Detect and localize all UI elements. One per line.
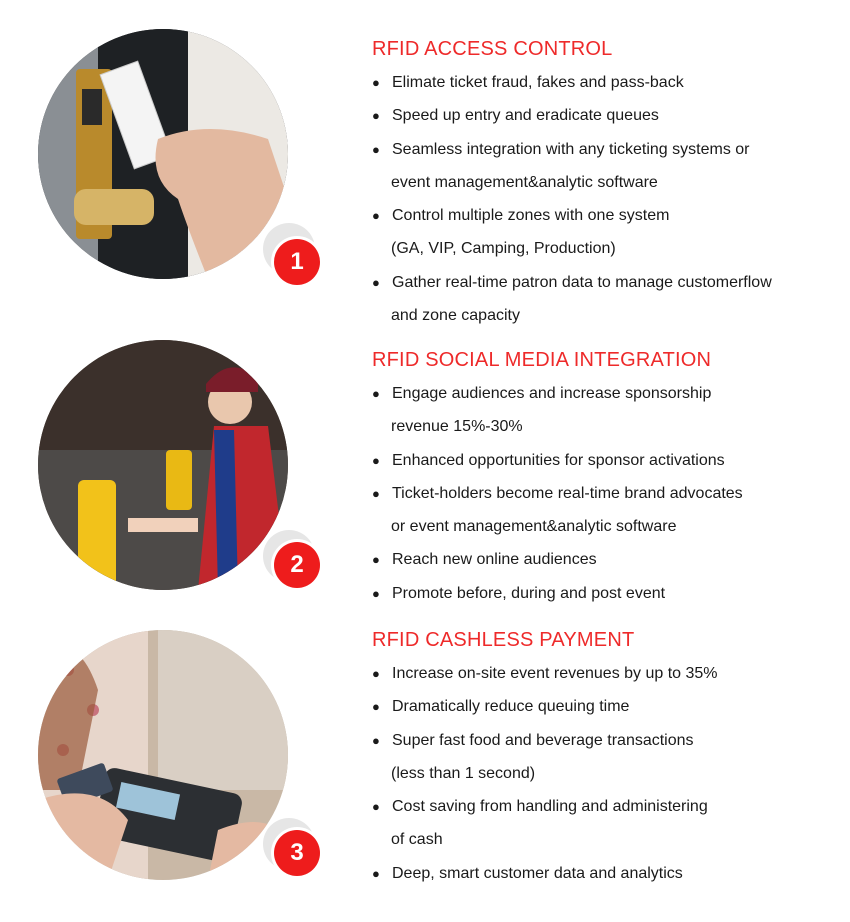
bullet-icon: ● [372,666,380,681]
list-item-line: Gather real-time patron data to manage customerflow [392,273,772,291]
list-item-line: Deep, smart customer data and analytics [392,864,683,882]
list-item-line: Enhanced opportunities for sponsor activations [392,451,725,469]
section-title: RFID CASHLESS PAYMENT [372,629,635,651]
bullet-icon: ● [372,485,380,501]
bullet-icon: ● [372,699,380,715]
list-item [372,66,772,99]
list-item [372,199,772,266]
list-item-line: Reach new online audiences [392,551,597,569]
list-item [372,133,772,200]
list-item [372,657,718,690]
list-item-line: (GA, VIP, Camping, Production) [391,240,616,258]
list-item-line: Speed up entry and eradicate queues [392,107,659,125]
list-item-line: Super fast food and beverage transactions [392,731,694,749]
list-item [372,724,718,791]
door-lock-card-photo [38,29,288,279]
list-item [372,477,743,544]
list-item [372,857,718,890]
bullet-icon: ● [372,386,380,401]
photo-container [38,630,304,880]
feature-list [372,66,772,332]
list-item [372,444,743,477]
bullet-icon: ● [372,274,380,290]
list-item [372,543,743,576]
list-item [372,577,743,610]
payment-terminal-photo [38,630,288,880]
list-item-line: Cost saving from handling and administering [392,798,708,816]
list-item [372,790,718,857]
list-item-line: Ticket-holders become real-time brand advocates [392,484,743,502]
section-title: RFID SOCIAL MEDIA INTEGRATION [372,349,712,371]
list-item-line: event management&analytic software [391,173,658,191]
list-item-line: Dramatically reduce queuing time [392,698,630,716]
bullet-icon: ● [372,208,380,224]
list-item-line: of cash [391,831,443,849]
list-item-line: revenue 15%-30% [391,418,523,436]
feature-list [372,377,743,610]
feature-list [372,657,718,890]
list-item-line: Engage audiences and increase sponsorship [392,385,712,402]
bullet-icon: ● [372,452,380,468]
list-item [372,99,772,132]
list-item-line: and zone capacity [391,307,520,325]
list-item-line: Seamless integration with any ticketing systems or [392,140,750,158]
list-item [372,266,772,333]
list-item-line: (less than 1 second) [391,764,536,782]
number-badge: 2 [274,542,320,588]
number-badge: 1 [274,239,320,285]
number-badge: 3 [274,830,320,876]
photo-container [38,340,304,590]
bullet-icon: ● [372,732,380,748]
list-item-line: Increase on-site event revenues by up to 35% [392,665,718,682]
list-item-line: Elimate ticket fraud, fakes and pass-back [392,74,684,91]
list-item-line: Control multiple zones with one system [392,207,670,225]
bullet-icon: ● [372,799,380,815]
turnstile-photo [38,340,288,590]
list-item [372,690,718,723]
bullet-icon: ● [372,141,380,157]
list-item [372,377,743,444]
list-item-line: or event management&analytic software [391,518,677,536]
photo-container [38,29,304,279]
section-title: RFID ACCESS CONTROL [372,38,613,60]
bullet-icon: ● [372,108,380,124]
bullet-icon: ● [372,865,380,881]
bullet-icon: ● [372,585,380,601]
bullet-icon: ● [372,75,380,90]
bullet-icon: ● [372,552,380,568]
list-item-line: Promote before, during and post event [392,584,666,602]
